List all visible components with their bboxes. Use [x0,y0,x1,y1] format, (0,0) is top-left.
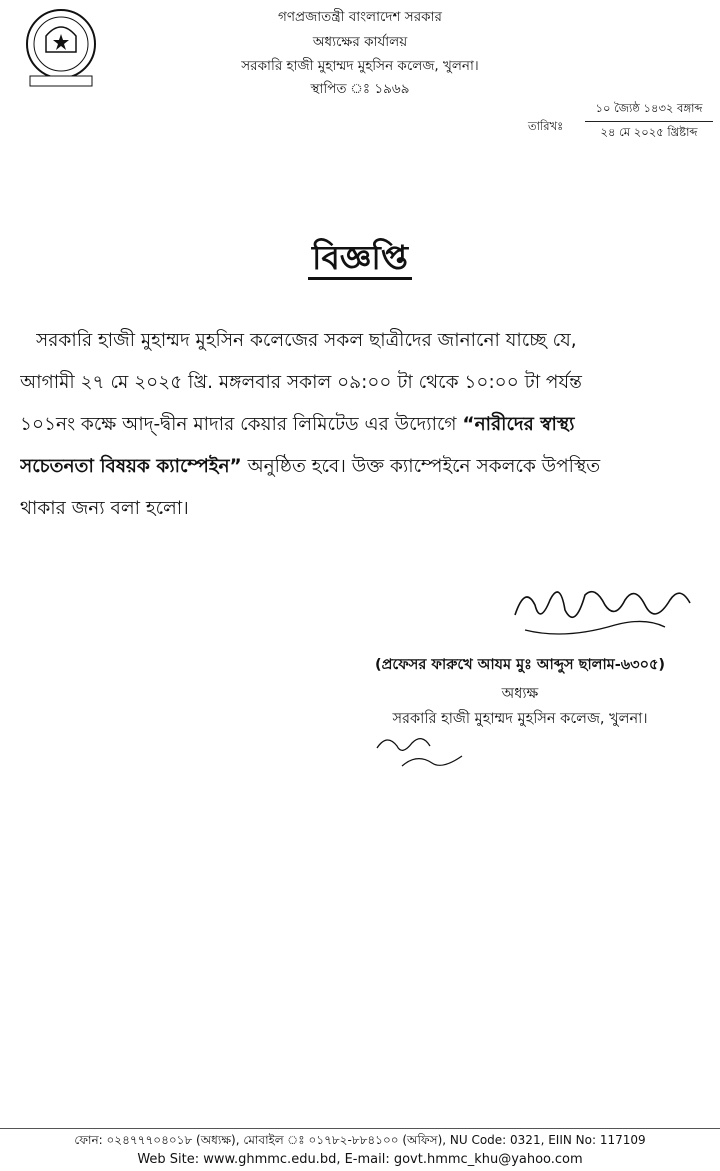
footer-web-email: Web Site: www.ghmmc.edu.bd, E-mail: govt.hmmc_khu@yahoo.com [137,1152,583,1167]
notice-line-3-text: ১০১নং কক্ষে আদ্-দ্বীন মাদার কেয়ার লিমিটেড এর উদ্যোগে [20,414,457,435]
notice-title [0,232,720,288]
date-label: তারিখঃ [528,119,564,133]
campaign-name-part1: “নারীদের স্বাস্থ্য [462,414,575,435]
footer-divider [0,1128,720,1129]
date-divider [585,121,713,122]
established-year: স্থাপিত ঃ ১৯৬৯ [310,81,410,97]
govt-name: গণপ্রজাতন্ত্রী বাংলাদেশ সরকার [278,9,442,25]
handwritten-initials [372,728,472,773]
signatory-college: সরকারি হাজী মুহাম্মদ মুহসিন কলেজ, খুলনা। [392,711,648,727]
notice-title-text: বিজ্ঞপ্তি [308,238,412,280]
footer-contact: ফোন: ০২৪৭৭৭০৪০১৮ (অধ্যক্ষ), মোবাইল ঃ ০১৭৮২-৮৮৪১০০ (অফিস), NU Code: 0321, EIIN No: 117109 [74,1133,646,1147]
campaign-name-part2: সচেতনতা বিষয়ক ক্যাম্পেইন” [20,456,242,477]
notice-line-4 [20,452,710,483]
signatory-name: (প্রফেসর ফারুখে আযম মুঃ আব্দুস ছালাম-৬৩০৫) [374,657,666,673]
notice-line-2: আগামী ২৭ মে ২০২৫ খ্রি. মঙ্গলবার সকাল ০৯:০০ টা থেকে ১০:০০ টা পর্যন্ত [20,372,582,393]
date-english: ২৪ মে ২০২৫ খ্রিষ্টাব্দ [600,125,698,139]
college-seal [22,6,100,88]
notice-line-4-text: অনুষ্ঠিত হবে। উক্ত ক্যাম্পেইনে সকলকে উপস্থিত [247,456,601,477]
notice-line-1: সরকারি হাজী মুহাম্মদ মুহসিন কলেজের সকল ছাত্রীদের জানানো যাচ্ছে যে, [36,330,577,351]
date-bangla: ১০ জ্যৈষ্ঠ ১৪৩২ বঙ্গাব্দ [595,101,703,115]
college-name: সরকারি হাজী মুহাম্মদ মুহসিন কলেজ, খুলনা। [241,58,479,74]
date-box [585,100,713,143]
handwritten-signature [505,575,705,655]
signatory-designation: অধ্যক্ষ [501,686,539,702]
notice-line-5: থাকার জন্য বলা হলো। [20,498,189,519]
notice-line-3 [20,410,710,441]
office-name: অধ্যক্ষের কার্যালয় [312,34,408,50]
